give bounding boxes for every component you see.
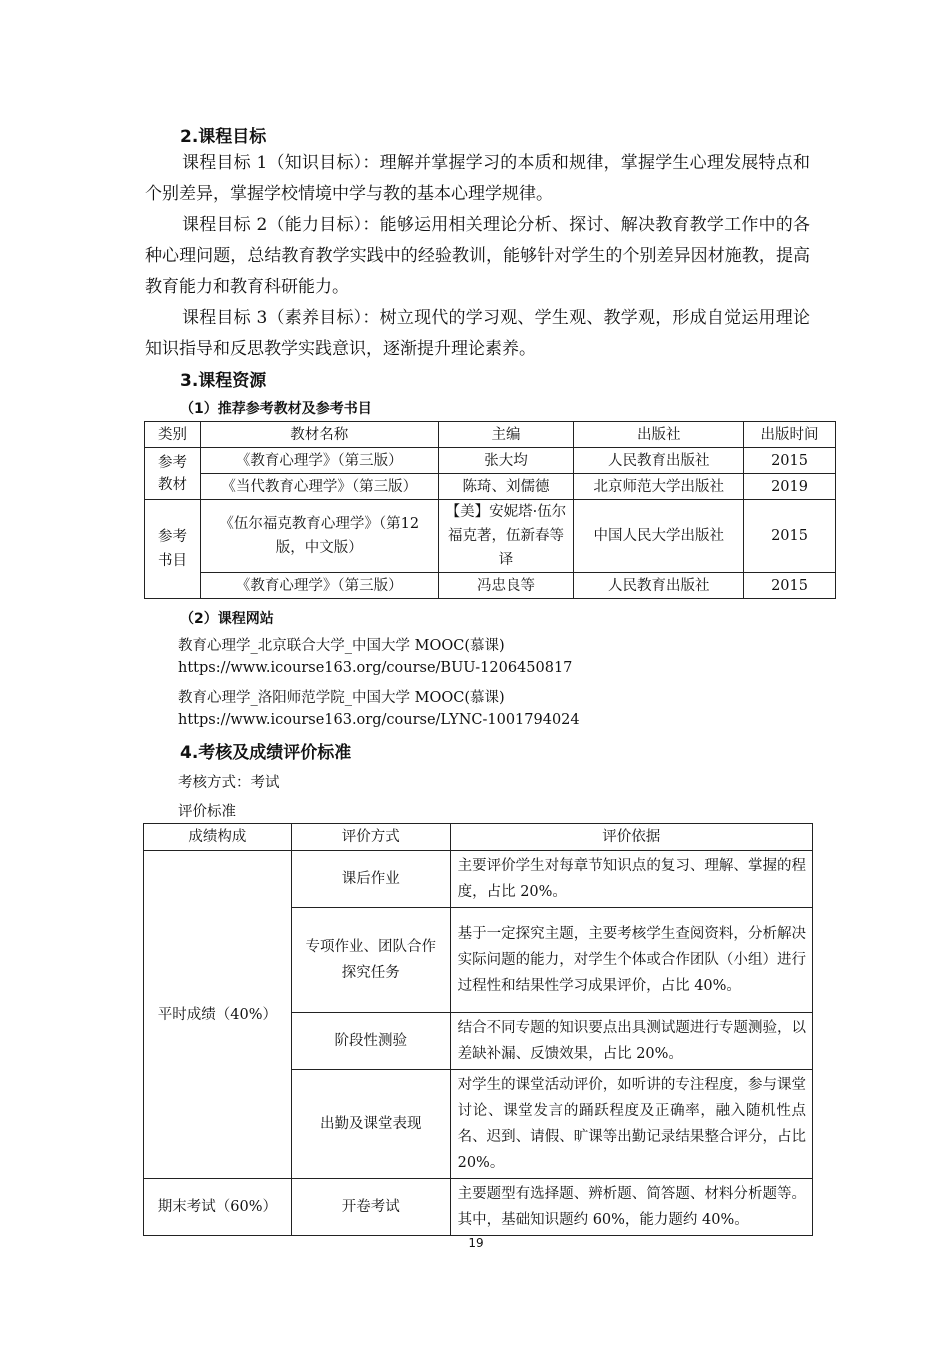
assessment-table	[143, 823, 813, 1236]
header-title: 教材名称	[200, 422, 438, 448]
goal-2: 课程目标 2（能力目标）：能够运用相关理论分析、探讨、解决教育教学工作中的各种心理问题，总结教育教学实践中的经验教训，能够针对学生的个别差异因材施教，提高教育能力和教育科研能力。	[145, 215, 810, 297]
year-cell: 2019	[744, 474, 836, 500]
table-row	[145, 474, 836, 500]
editor-cell: 陈琦、刘儒德	[438, 474, 574, 500]
table-header-row	[144, 824, 813, 851]
method-cell: 出勤及课堂表现	[291, 1070, 450, 1179]
basis-cell: 基于一定探究主题，主要考核学生查阅资料，分析解决实际问题的能力，对学生个体或合作团队（小组）进行过程性和结果性学习成果评价，占比 40%。	[450, 908, 812, 1013]
title-cell: 《教育心理学》（第三版）	[200, 448, 438, 474]
site-url[interactable]: https://www.icourse163.org/course/LYNC-1001794024	[178, 712, 580, 728]
header-publisher: 出版社	[574, 422, 744, 448]
site-url[interactable]: https://www.icourse163.org/course/BUU-1206450817	[178, 660, 573, 676]
method-cell: 专项作业、团队合作探究任务	[291, 908, 450, 1013]
goal-3: 课程目标 3（素养目标）：树立现代的学习观、学生观、教学观，形成自觉运用理论知识指导和反思教学实践意识，逐渐提升理论素养。	[145, 308, 810, 359]
title-cell: 《教育心理学》（第三版）	[200, 573, 438, 599]
publisher-cell: 中国人民大学出版社	[574, 500, 744, 573]
editor-cell: 冯忠良等	[438, 573, 574, 599]
final-exam-cell: 期末考试（60%）	[144, 1179, 292, 1236]
header-composition: 成绩构成	[144, 824, 292, 851]
header-year: 出版时间	[744, 422, 836, 448]
basis-cell: 主要题型有选择题、辨析题、简答题、材料分析题等。其中，基础知识题约 60%，能力题约 40%。	[450, 1179, 812, 1236]
basis-cell: 对学生的课堂活动评价，如听讲的专注程度，参与课堂讨论、课堂发言的踊跃程度及正确率，融入随机性点名、迟到、请假、旷课等出勤记录结果整合评分，占比 20%。	[450, 1070, 812, 1179]
table-row	[145, 500, 836, 573]
page-number: 19	[468, 1236, 484, 1250]
table-row	[145, 448, 836, 474]
goals-text	[145, 148, 810, 365]
title-cell: 《当代教育心理学》（第三版）	[200, 474, 438, 500]
editor-cell: 【美】安妮塔·伍尔福克著，伍新春等译	[438, 500, 574, 573]
criteria-label: 评价标准	[178, 804, 236, 820]
table-row	[144, 851, 813, 908]
textbook-table	[144, 421, 836, 599]
header-category: 类别	[145, 422, 201, 448]
subheading-textbooks: （1）推荐参考教材及参考书目	[180, 401, 372, 417]
method-cell: 课后作业	[291, 851, 450, 908]
category-cell	[145, 500, 201, 599]
basis-cell: 主要评价学生对每章节知识点的复习、理解、掌握的程度，占比 20%。	[450, 851, 812, 908]
category-label: 参考	[157, 529, 187, 545]
editor-cell: 张大均	[438, 448, 574, 474]
site-name: 教育心理学_洛阳师范学院_中国大学 MOOC(慕课)	[178, 690, 505, 706]
publisher-cell: 北京师范大学出版社	[574, 474, 744, 500]
subheading-websites: （2）课程网站	[180, 611, 274, 627]
category-label: 书目	[157, 553, 187, 569]
basis-cell: 结合不同专题的知识要点出具测试题进行专题测验，以差缺补漏、反馈效果，占比 20%。	[450, 1013, 812, 1070]
year-cell: 2015	[744, 500, 836, 573]
section-heading-resources: 3.课程资源	[180, 371, 267, 391]
section-heading-assessment: 4.考核及成绩评价标准	[180, 743, 352, 763]
table-row	[144, 1179, 813, 1236]
table-row	[145, 573, 836, 599]
assessment-method: 考核方式：考试	[178, 775, 280, 791]
year-cell: 2015	[744, 573, 836, 599]
goal-1: 课程目标 1（知识目标）：理解并掌握学习的本质和规律，掌握学生心理发展特点和个别差异，掌握学校情境中学与教的基本心理学规律。	[145, 153, 810, 204]
category-label: 教材	[157, 476, 187, 493]
publisher-cell: 人民教育出版社	[574, 448, 744, 474]
section-heading-goals: 2.课程目标	[180, 127, 267, 147]
category-label: 参考	[157, 454, 187, 471]
site-name: 教育心理学_北京联合大学_中国大学 MOOC(慕课)	[178, 638, 505, 654]
header-editor: 主编	[438, 422, 574, 448]
method-cell: 开卷考试	[291, 1179, 450, 1236]
year-cell: 2015	[744, 448, 836, 474]
category-cell	[145, 448, 201, 500]
table-header-row	[145, 422, 836, 448]
header-basis: 评价依据	[450, 824, 812, 851]
header-method: 评价方式	[291, 824, 450, 851]
usual-score-cell: 平时成绩（40%）	[144, 851, 292, 1179]
method-cell: 阶段性测验	[291, 1013, 450, 1070]
title-cell: 《伍尔福克教育心理学》（第12版，中文版）	[200, 500, 438, 573]
publisher-cell: 人民教育出版社	[574, 573, 744, 599]
